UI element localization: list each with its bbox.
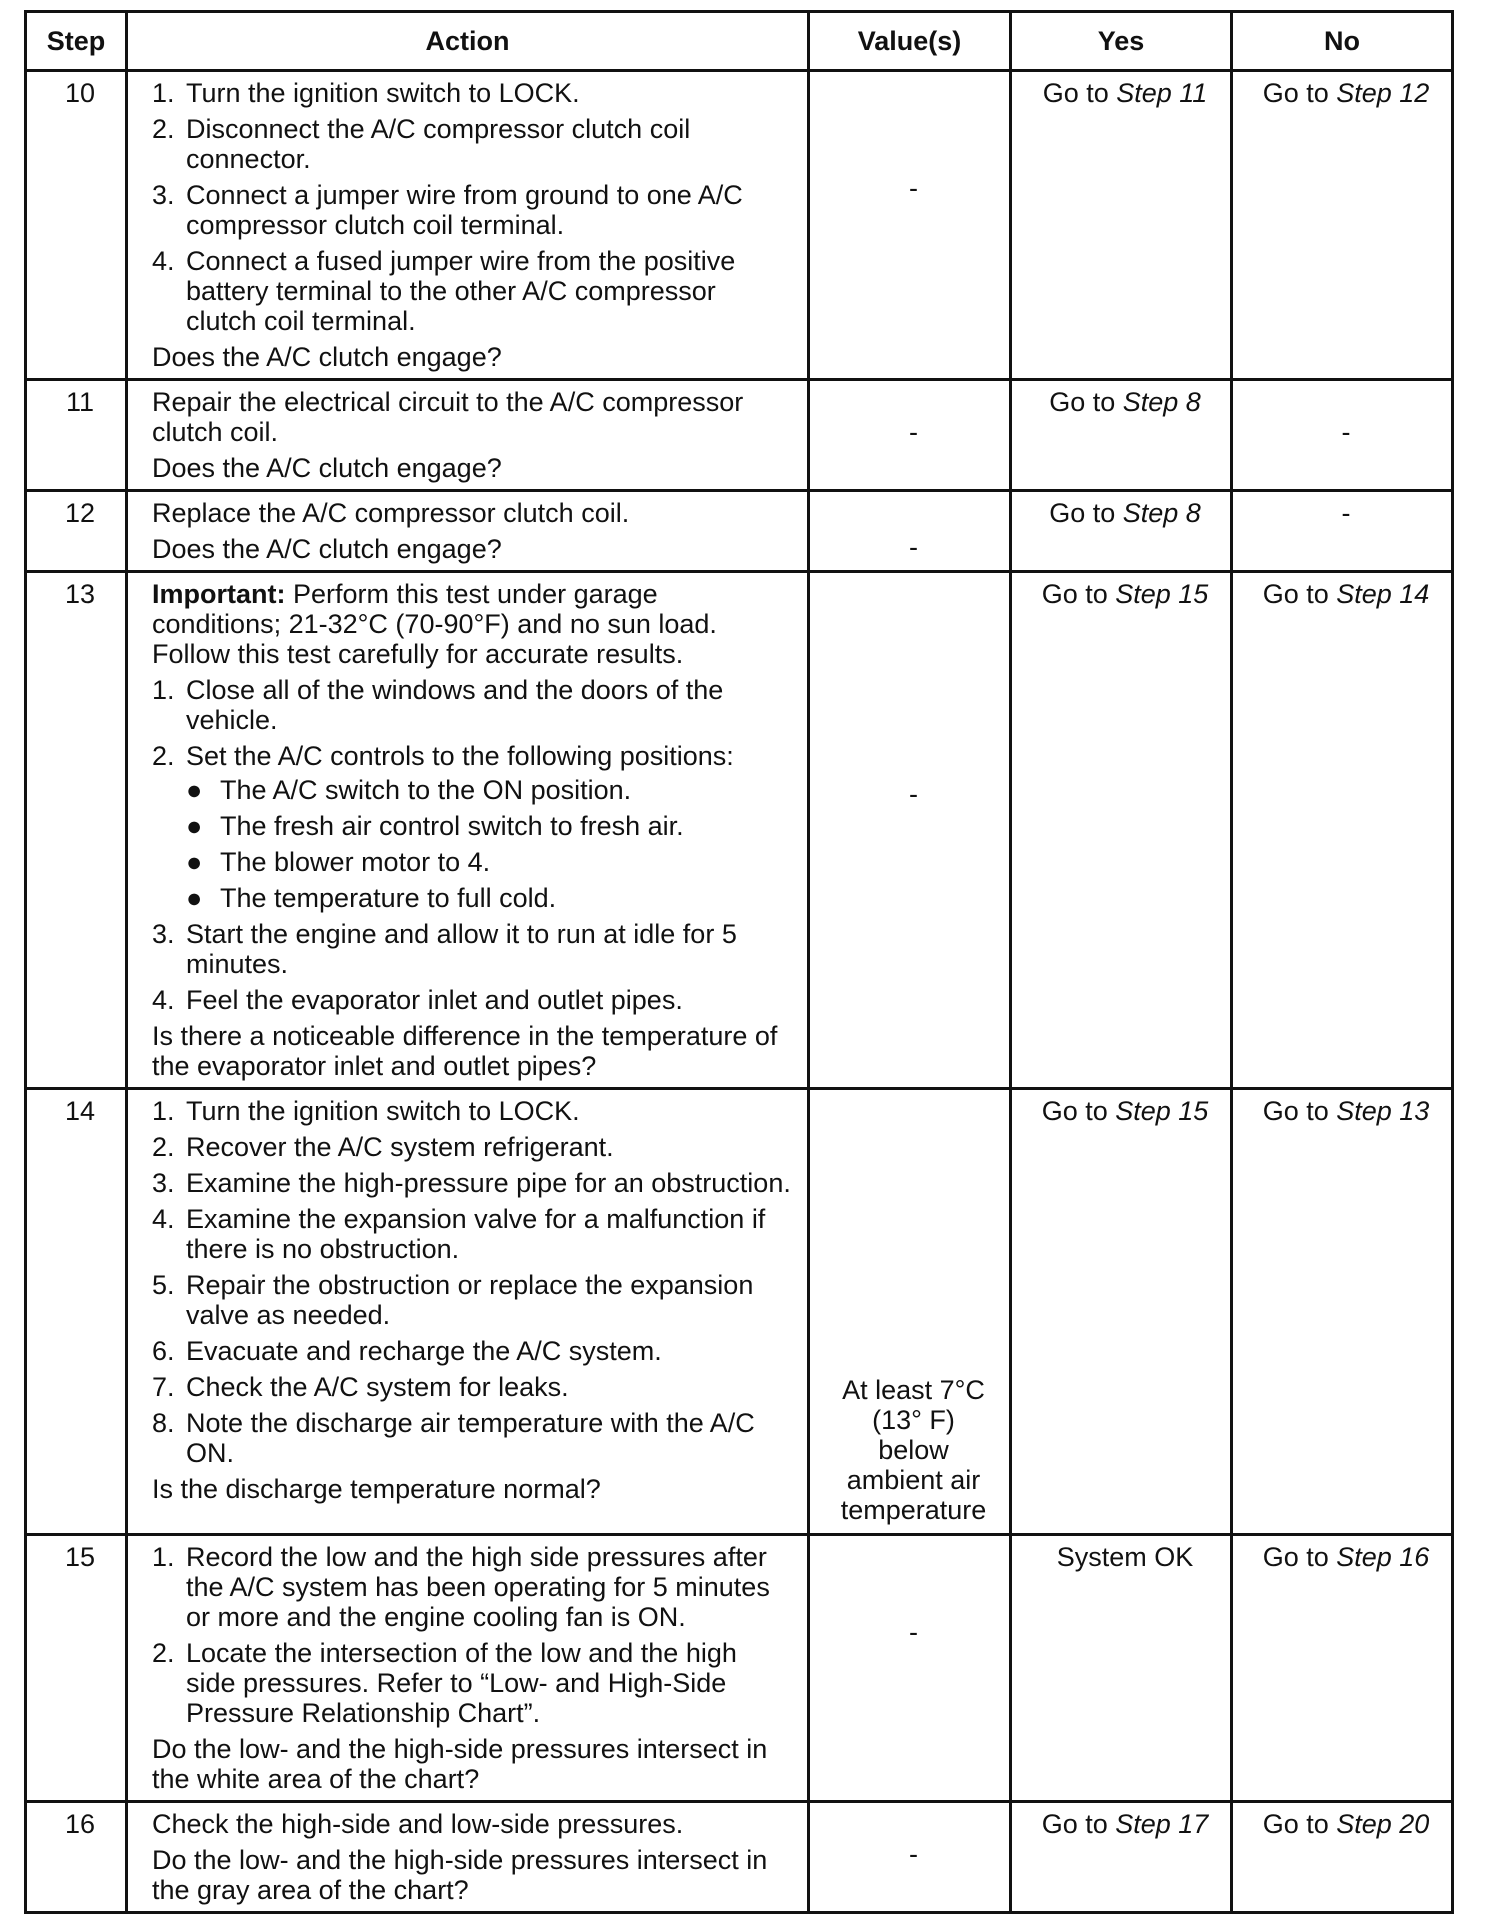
important-text: Perform this test under garage conditions; 21-32°C (70-90°F) and no sun load. Follow this test carefully for accurate results.	[152, 579, 717, 669]
action-item: 3. Start the engine and allow it to run at idle for 5 minutes.	[152, 919, 737, 979]
header-no: No	[1232, 12, 1453, 71]
action-item: 2. Locate the intersection of the low and the high side pressures. Refer to “Low- and High-Side Pressure Relationship Chart”.	[152, 1638, 737, 1728]
action-question: Is there a noticeable difference in the temperature of the evaporator inlet and outlet pipes?	[152, 1021, 778, 1081]
action-cell	[127, 572, 809, 1089]
value-cell	[809, 1802, 1011, 1913]
yes-cell	[1011, 380, 1232, 491]
action-item: 7. Check the A/C system for leaks.	[152, 1372, 569, 1402]
table-row	[26, 380, 1453, 491]
yes-cell	[1011, 1535, 1232, 1802]
yes-goto: Go to Step 8	[1049, 498, 1201, 528]
value-cell	[809, 71, 1011, 380]
value-text: -	[909, 779, 918, 809]
action-cell	[127, 1089, 809, 1535]
yes-cell	[1011, 71, 1232, 380]
no-goto: Go to Step 20	[1262, 1809, 1430, 1839]
bullet-item: ● The A/C switch to the ON position.	[186, 775, 632, 805]
action-intro: Repair the electrical circuit to the A/C compressor clutch coil.	[152, 387, 744, 447]
table-row	[26, 71, 1453, 380]
header-yes: Yes	[1011, 12, 1232, 71]
yes-cell	[1011, 1802, 1232, 1913]
yes-cell	[1011, 1089, 1232, 1535]
table-row	[26, 1089, 1453, 1535]
value-cell	[809, 1535, 1011, 1802]
action-item: 1. Turn the ignition switch to LOCK.	[152, 1096, 580, 1126]
bullet-item: ● The temperature to full cold.	[186, 883, 557, 913]
diagnostic-page	[24, 10, 1451, 1914]
no-goto: Go to Step 16	[1262, 1542, 1430, 1572]
value-text: -	[909, 532, 918, 562]
no-text: -	[1341, 417, 1351, 447]
action-list	[152, 1096, 791, 1468]
no-cell	[1232, 572, 1453, 1089]
yes-goto: Go to Step 11	[1042, 78, 1208, 108]
value-cell	[809, 572, 1011, 1089]
bullet-item: ● The blower motor to 4.	[186, 847, 491, 877]
no-goto: Go to Step 14	[1262, 579, 1430, 609]
no-cell	[1232, 491, 1453, 572]
yes-cell	[1011, 572, 1232, 1089]
table-row	[26, 572, 1453, 1089]
no-text: -	[1341, 498, 1351, 528]
action-cell	[127, 1535, 809, 1802]
no-cell	[1232, 71, 1453, 380]
yes-goto: Go to Step 15	[1041, 1096, 1209, 1126]
action-question: Does the A/C clutch engage?	[152, 534, 502, 564]
step-number: 13	[26, 572, 127, 1089]
yes-goto: Go to Step 17	[1041, 1809, 1209, 1839]
action-list	[152, 1542, 791, 1728]
action-list	[152, 675, 791, 771]
action-item: 2. Set the A/C controls to the following positions:	[152, 741, 734, 771]
action-question: Do the low- and the high-side pressures intersect in the white area of the chart?	[152, 1734, 768, 1794]
yes-text: System OK	[1056, 1542, 1194, 1572]
action-list	[152, 78, 791, 336]
action-item: 4. Examine the expansion valve for a malfunction if there is no obstruction.	[152, 1204, 766, 1264]
action-cell	[127, 491, 809, 572]
yes-goto: Go to Step 8	[1049, 387, 1201, 417]
diagnostic-table	[24, 10, 1454, 1914]
no-goto: Go to Step 13	[1262, 1096, 1430, 1126]
action-question: Do the low- and the high-side pressures intersect in the gray area of the chart?	[152, 1845, 768, 1905]
action-item: 3. Examine the high-pressure pipe for an obstruction.	[152, 1168, 791, 1198]
header-values: Value(s)	[809, 12, 1011, 71]
action-item: 5. Repair the obstruction or replace the expansion valve as needed.	[152, 1270, 754, 1330]
step-number: 14	[26, 1089, 127, 1535]
action-cell	[127, 380, 809, 491]
action-intro: Check the high-side and low-side pressures.	[152, 1809, 684, 1839]
no-goto: Go to Step 12	[1262, 78, 1430, 108]
step-number: 15	[26, 1535, 127, 1802]
action-question: Does the A/C clutch engage?	[152, 453, 502, 483]
step-number: 10	[26, 71, 127, 380]
action-item: 1. Turn the ignition switch to LOCK.	[152, 78, 580, 108]
action-item: 6. Evacuate and recharge the A/C system.	[152, 1336, 662, 1366]
no-cell	[1232, 1089, 1453, 1535]
no-cell	[1232, 380, 1453, 491]
action-item: 1. Record the low and the high side pressures after the A/C system has been operating for 5 minutes or more and the engine cooling fan is ON.	[152, 1542, 770, 1632]
step-number: 12	[26, 491, 127, 572]
table-row	[26, 491, 1453, 572]
value-text: -	[909, 1617, 918, 1647]
step-number: 16	[26, 1802, 127, 1913]
no-cell	[1232, 1802, 1453, 1913]
action-item: 2. Disconnect the A/C compressor clutch coil connector.	[152, 114, 691, 174]
action-item: 8. Note the discharge air temperature with the A/C ON.	[152, 1408, 755, 1468]
action-intro: Replace the A/C compressor clutch coil.	[152, 498, 630, 528]
value-text: -	[909, 1839, 918, 1869]
action-list	[152, 919, 791, 1015]
bullet-item: ● The fresh air control switch to fresh air.	[186, 811, 684, 841]
value-text: At least 7°C (13° F) below ambient air temperature	[840, 1375, 987, 1525]
important-note	[152, 579, 791, 669]
value-text: -	[909, 417, 918, 447]
action-question: Is the discharge temperature normal?	[152, 1474, 601, 1504]
action-item: 3. Connect a jumper wire from ground to one A/C compressor clutch coil terminal.	[152, 180, 743, 240]
yes-goto: Go to Step 15	[1041, 579, 1209, 609]
header-row	[26, 12, 1453, 71]
table-row	[26, 1802, 1453, 1913]
yes-cell	[1011, 491, 1232, 572]
value-cell	[809, 1089, 1011, 1535]
action-item: 2. Recover the A/C system refrigerant.	[152, 1132, 614, 1162]
value-text: -	[909, 173, 918, 203]
value-cell	[809, 380, 1011, 491]
header-action: Action	[127, 12, 809, 71]
step-number: 11	[26, 380, 127, 491]
no-cell	[1232, 1535, 1453, 1802]
important-label: Important:	[152, 579, 286, 609]
action-item: 1. Close all of the windows and the doors of the vehicle.	[152, 675, 724, 735]
bullet-list	[152, 775, 791, 913]
action-item: 4. Feel the evaporator inlet and outlet pipes.	[152, 985, 683, 1015]
value-cell	[809, 491, 1011, 572]
action-cell	[127, 71, 809, 380]
action-question: Does the A/C clutch engage?	[152, 342, 502, 372]
action-item: 4. Connect a fused jumper wire from the positive battery terminal to the other A/C compressor clutch coil terminal.	[152, 246, 736, 336]
action-cell	[127, 1802, 809, 1913]
header-step: Step	[26, 12, 127, 71]
table-row	[26, 1535, 1453, 1802]
